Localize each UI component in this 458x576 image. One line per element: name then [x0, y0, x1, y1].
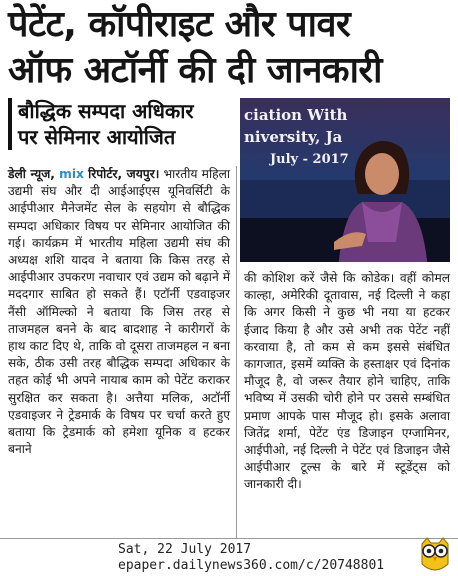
headline-line-1: पेटेंट, कॉपीराइट और पावर — [8, 4, 351, 45]
owl-logo-icon — [418, 536, 452, 574]
subheadline-line-2: पर सेमिनार आयोजित — [18, 125, 176, 149]
article-column-left — [8, 166, 230, 458]
byline-prefix: डेली न्यूज, — [8, 167, 55, 181]
footer-divider — [0, 538, 458, 539]
column-divider — [236, 166, 237, 538]
banner-text-2: niversity, Ja — [244, 128, 343, 146]
article-text-right: की कोशिश करें जैसे कि कोडेक। वहीं कोमल काल्हा, अमेरिकी दूतावास, नई दिल्ली ने कहा कि अगर किसी ने कुछ भी नया या हटकर ईजाद किया है और उसे अभी तक पेटेंट नहीं करवाया है, तो कम से कम इससे संबंधित कागजात, इसमें व्यक्ति के हस्ताक्षर एवं दिनांक मौजूद है, वो जरूर तैयार होने चाहिए, ताकि भविष्य में उसकी चोरी होने पर उससे सम्बंधित प्रमाण आपके पास मौजूद हो। इसके अलावा जितेंद्र शर्मा, पेटेंट एंड डिजाइन एग्जामिनर, आईपीओ, नई दिल्ली ने पेटेंट एवं डिजाइन जैसे आईपीआर टूल्स के बारे में स्टूडेंट्स को जानकारी दी। — [244, 271, 450, 492]
article-text-left: भारतीय महिला उद्यमी संघ और दी आईआईएस यूनिवर्सिटी के आईपीआर मैनेजमेंट सेल के सहयोग से बौद्धिक सम्पदा अधिकार विषय पर सेमिनार आयोजित की गई। कार्यक्रम में भारतीय महिला उद्यमी संघ की अध्यक्ष शशि यादव ने बताया कि किस तरह से आईपीआर उपकरण नवाचार एवं उद्यम को बढ़ाने में मददगार साबित हो सकते हैं। एटॉर्नी एडवाइजर नैंसी ऑमिल्को ने बताया कि जिस तरह से ताजमहल बनने के बाद बादशाह ने कारीगरों के हाथ काट दिए थे, ताकि वो दूसरा ताजमहल न बना सके, ठीक उसी तरह बौद्धिक सम्पदा अधिकार के तहत कोई भी अपने नायाब काम को पेटेंट कराकर सुरक्षित कर सकता है। अत्तैया मलिक, अटॉर्नी एडवाइजर ने ट्रेडमार्क के विषय पर चर्चा करते हुए बताया कि ट्रेडमार्क को हमेशा यूनिक व हटकर बनाने — [8, 167, 231, 457]
banner-text-1: ciation With — [244, 106, 348, 124]
subheadline-line-1: बौद्धिक सम्पदा अधिकार — [18, 99, 194, 123]
banner-text-3: July - 2017 — [270, 152, 349, 167]
footer — [118, 542, 418, 574]
footer-url[interactable]: epaper.dailynews360.com/c/20748801 — [118, 558, 385, 573]
footer-date: Sat, 22 July 2017 — [118, 542, 252, 557]
byline-suffix: रिपोर्टर, जयपुर। — [88, 167, 160, 181]
article-column-right — [244, 270, 450, 494]
headline — [8, 2, 452, 94]
mix-brand: mix — [59, 167, 84, 181]
subheadline — [8, 98, 242, 150]
speaker-figure — [332, 132, 428, 262]
headline-line-2: ऑफ अटॉर्नी की दी जानकारी — [8, 50, 382, 91]
article-photo — [240, 98, 450, 262]
